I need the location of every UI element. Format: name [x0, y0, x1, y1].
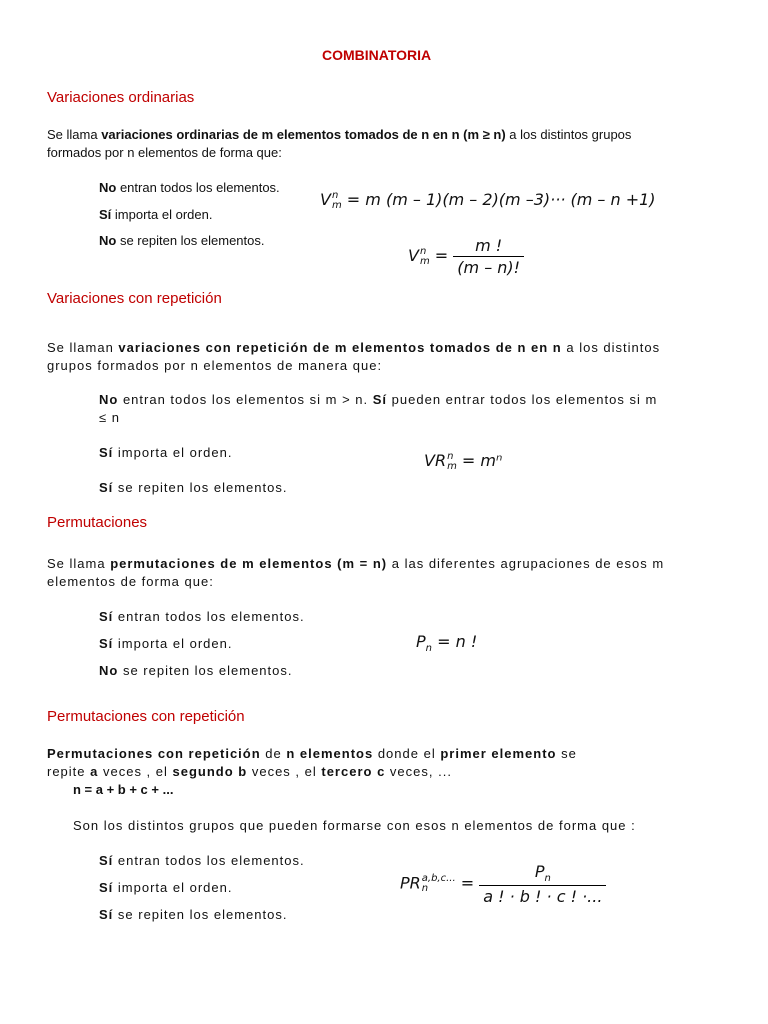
s2-item-3: Sí se repiten los elementos.: [99, 480, 288, 495]
s1-item-2: Sí importa el orden.: [99, 207, 213, 222]
s3-intro-line2: elementos de forma que:: [47, 574, 214, 589]
s3-item-1: Sí entran todos los elementos.: [99, 609, 305, 624]
heading-variaciones-con-repeticion: Variaciones con repetición: [47, 290, 222, 307]
s2-item-1-line1: No entran todos los elementos si m > n. Sí pueden entrar todos los elementos si m: [99, 392, 658, 407]
heading-permutaciones-con-repeticion: Permutaciones con repetición: [47, 708, 245, 725]
s4-item-3: Sí se repiten los elementos.: [99, 907, 288, 922]
s3-item-2: Sí importa el orden.: [99, 636, 233, 651]
s2-item-1-line2: ≤ n: [99, 410, 120, 425]
formula-variaciones: V n m = m (m – 1)(m – 2)(m –3)··· (m – n +1): [320, 189, 656, 211]
s4-line1: Permutaciones con repetición de n elementos donde el primer elemento se: [47, 746, 577, 761]
heading-permutaciones: Permutaciones: [47, 514, 148, 531]
s1-item-3: No se repiten los elementos.: [99, 233, 265, 248]
document-title: COMBINATORIA: [322, 47, 432, 63]
s3-intro-line1: Se llama permutaciones de m elementos (m = n) a las diferentes agrupaciones de esos m: [47, 556, 665, 571]
s4-line2: repite a veces , el segundo b veces , el tercero c veces, ...: [47, 764, 452, 779]
formula-variaciones-repeticion: VR n m = mⁿ: [424, 450, 503, 472]
formula-permutaciones: $P_n = n$ !: [416, 632, 478, 655]
s1-intro-line1: Se llama variaciones ordinarias de m elementos tomados de n en n (m ≥ n) a los distintos grupos: [47, 127, 632, 142]
formula-permutaciones-repeticion: PR a,b,c... n = $\frac{P_n}{a ! \cdot b ! \cdot c ! \cdot...}$: [400, 862, 606, 906]
s4-item-2: Sí importa el orden.: [99, 880, 233, 895]
heading-variaciones-ordinarias: Variaciones ordinarias: [47, 89, 195, 106]
s4-item-1: Sí entran todos los elementos.: [99, 853, 305, 868]
s2-item-2: Sí importa el orden.: [99, 445, 233, 460]
s4-line4: Son los distintos grupos que pueden formarse con esos n elementos de forma que :: [73, 818, 636, 833]
s3-item-3: No se repiten los elementos.: [99, 663, 293, 678]
s2-intro-line2: grupos formados por n elementos de manera que:: [47, 358, 383, 373]
s1-item-1: No entran todos los elementos.: [99, 180, 280, 195]
s1-intro-line2: formados por n elementos de forma que:: [47, 145, 282, 160]
formula-variaciones-factorial: V n m = $\frac{m !}{(m - n)!}$: [408, 236, 524, 277]
s4-line3: n = a + b + c + ...: [73, 782, 174, 797]
s2-intro-line1: Se llaman variaciones con repetición de m elementos tomados de n en n a los distintos: [47, 340, 661, 355]
